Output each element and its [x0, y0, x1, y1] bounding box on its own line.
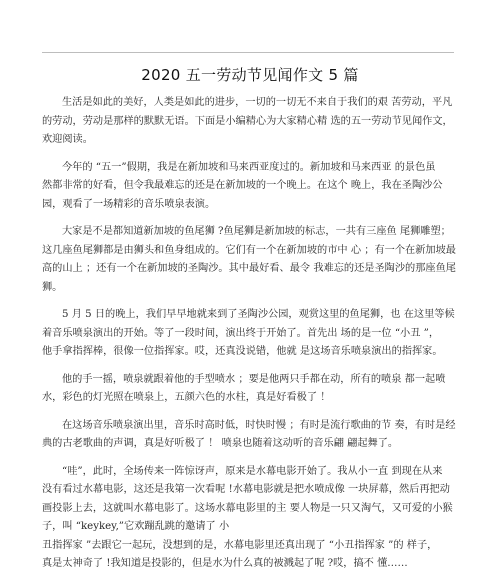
text-line: 子，叫 “keykey,”它欢蹦乱跳的邀请了 小: [42, 521, 230, 532]
text-line: 着音乐喷泉演出的开始。等了一段时间，演出终于开始了。首先出 场的是一位 “小丑 ”，: [42, 327, 440, 339]
text-line: 这几座鱼尾狮都是由狮头和鱼身组成的。它们有一个在新加坡的市中 心 ；有一个在新加坡最: [42, 244, 456, 256]
text-line: 典的古老歌曲的声调，真是好听极了 ！ 喷泉也随着这动听的音乐翩 翩起舞了。: [42, 438, 399, 449]
paragraph: [42, 223, 458, 297]
text-line: 今年的 “五一”假期，我是在新加坡和马来西亚度过的。新加坡和马来西亚 的景色虽: [62, 161, 436, 173]
paragraph: [42, 463, 458, 574]
text-line: 生活是如此的美好，人类是如此的进步，一切的一切无不来自于我们的艰 苦劳动，平凡: [62, 97, 453, 108]
text-line: 5 月 5 日的晚上，我们早早地就来到了圣陶沙公园，观赏这里的鱼尾狮，也 在这里等候: [62, 309, 455, 320]
text-line: 没有看过水幕电影，这还是我第一次看呢 !水幕电影就是把水喷成像 一块屏幕，然后再把动: [42, 484, 450, 495]
text-line: 真是太神奇了 !我知道是投影的，但是水为什么真的被溅起了呢 ?哎，搞不 懂……: [42, 558, 408, 569]
header-rule: [42, 52, 454, 53]
document-title: 2020 五一劳动节见闻作文 5 篇: [141, 66, 359, 84]
text-line: 狮。: [42, 281, 63, 293]
text-line: “哇”，此时，全场传来一阵惊讶声，原来是水幕电影开始了。我从小一直 到现在从来: [62, 465, 443, 477]
paragraph: [42, 306, 458, 362]
text-line: 在这场音乐喷泉演出里，音乐时高时低，时快时慢 ；有时是流行歌曲的节 奏，有时是经: [62, 419, 456, 431]
paragraph: [42, 417, 458, 454]
paragraph: [42, 371, 458, 408]
text-line: 他手拿指挥棒，很像一位指挥家。哎，还真没说错，他就 是这场音乐喷泉演出的指挥家。: [42, 346, 443, 357]
text-line: 然都非常的好看，但令我最难忘的还是在新加坡的一个晚上。在这个 晚上，我在圣陶沙公: [42, 180, 443, 191]
text-line: 的劳动，劳动是那样的默默无语。下面是小编精心为大家精心精 选的五一劳动节见闻作文，: [42, 115, 453, 127]
paragraph: [42, 94, 458, 150]
text-line: 丑指挥家 ”去跟它一起玩，没想到的是，水幕电影里还真出现了 “小丑指挥家 ”的 样子，: [42, 539, 438, 551]
text-line: 大家是不是都知道新加坡的鱼尾狮 ?鱼尾狮是新加坡的标志，一共有三座鱼 尾狮雕塑；: [62, 226, 451, 237]
text-line: 高的山上 ；还有一个在新加坡的圣陶沙。其中最好看、最令 我难忘的还是圣陶沙的那座鱼尾: [42, 263, 456, 274]
document-body: [42, 94, 458, 574]
text-line: 他的手一摇，喷泉就跟着他的手型喷水 ；要是他两只手都在动，所有的喷泉 都一起喷: [62, 373, 446, 385]
text-line: 画投影上去，这就叫水幕电影了。这场水幕电影里的主 要人物是一只又淘气，又可爱的小猴: [42, 502, 453, 514]
text-line: 水，彩色的灯光照在喷泉上，五颜六色的水柱，真是好看极了 ！: [42, 392, 331, 403]
paragraph: [42, 159, 458, 215]
text-line: 园，观看了一场精彩的音乐喷泉表演。: [42, 198, 216, 210]
text-line: 欢迎阅读。: [42, 134, 93, 145]
